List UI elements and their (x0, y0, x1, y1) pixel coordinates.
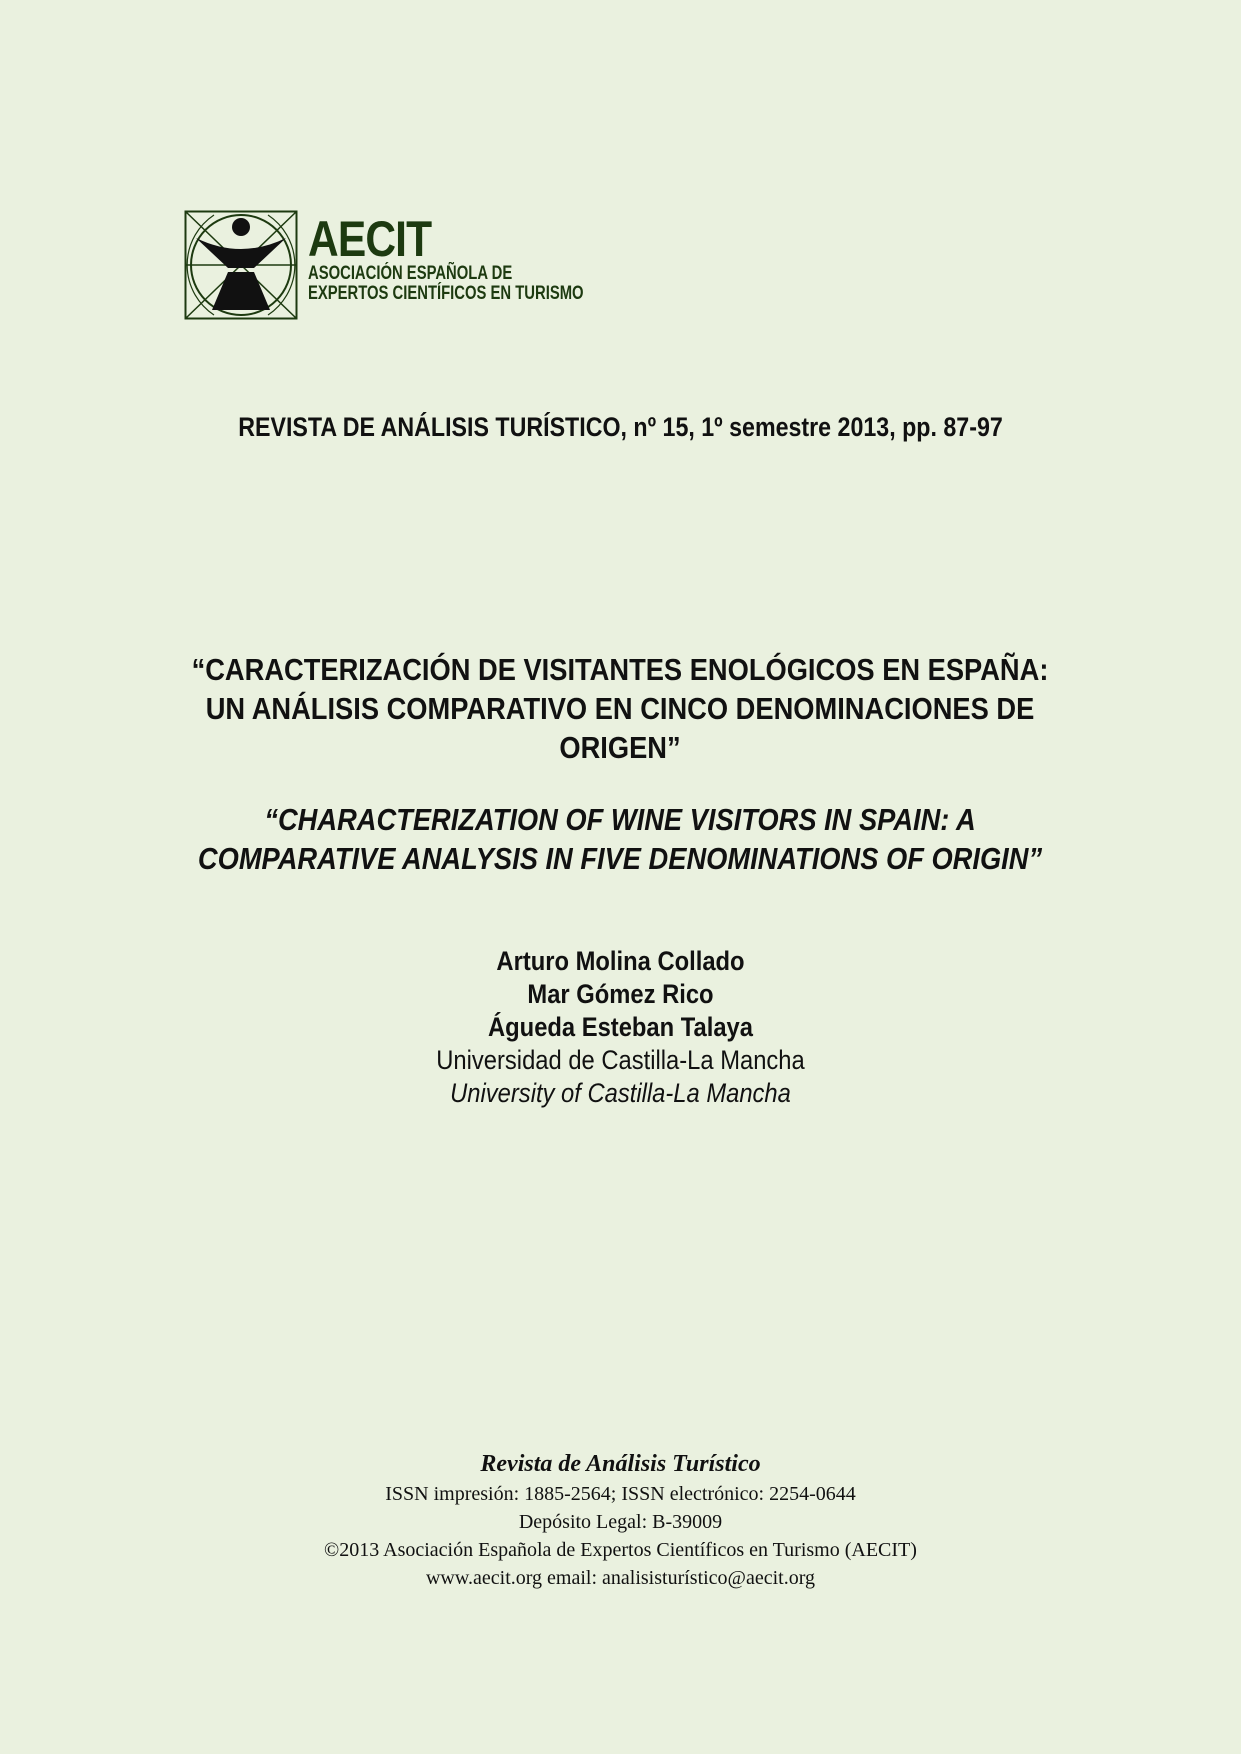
author-block (0, 945, 1241, 1110)
author-name: Arturo Molina Collado (496, 946, 745, 976)
affiliation-english: University of Castilla-La Mancha (450, 1078, 791, 1108)
logo-line-2: EXPERTOS CIENTÍFICOS EN TURISMO (308, 283, 584, 304)
footer-issn: ISSN impresión: 1885-2564; ISSN electrónico: 2254-0644 (385, 1483, 856, 1505)
title-es-line-3: ORIGEN” (559, 730, 681, 765)
affiliation-spanish: Universidad de Castilla-La Mancha (436, 1045, 805, 1075)
author-name: Mar Gómez Rico (527, 979, 714, 1009)
title-en-line-2: COMPARATIVE ANALYSIS IN FIVE DENOMINATIONS OF ORIGIN” (197, 841, 1043, 876)
journal-footer (0, 1448, 1241, 1592)
author-name: Águeda Esteban Talaya (488, 1012, 753, 1042)
title-english (180, 800, 1060, 878)
title-es-line-2: UN ANÁLISIS COMPARATIVO EN CINCO DENOMINACIONES DE (205, 691, 1035, 726)
logo-acronym: AECIT (308, 211, 432, 267)
aecit-logo (184, 210, 661, 320)
footer-journal-title: Revista de Análisis Turístico (480, 1451, 761, 1477)
footer-deposito: Depósito Legal: B-39009 (518, 1511, 723, 1533)
title-es-line-1: “CARACTERIZACIÓN DE VISITANTES ENOLÓGICOS EN ESPAÑA: (191, 652, 1049, 687)
title-spanish (180, 650, 1060, 767)
title-en-line-1: “CHARACTERIZATION OF WINE VISITORS IN SPAIN: A (264, 802, 976, 837)
footer-copyright: ©2013 Asociación Española de Expertos Científicos en Turismo (AECIT) (324, 1539, 917, 1561)
footer-contact: www.aecit.org email: analisisturístico@aecit.org (425, 1567, 816, 1589)
aecit-emblem-icon (184, 210, 298, 320)
logo-line-1: ASOCIACIÓN ESPAÑOLA DE (308, 263, 513, 284)
journal-citation: REVISTA DE ANÁLISIS TURÍSTICO, nº 15, 1º semestre 2013, pp. 87-97 (238, 412, 1003, 442)
